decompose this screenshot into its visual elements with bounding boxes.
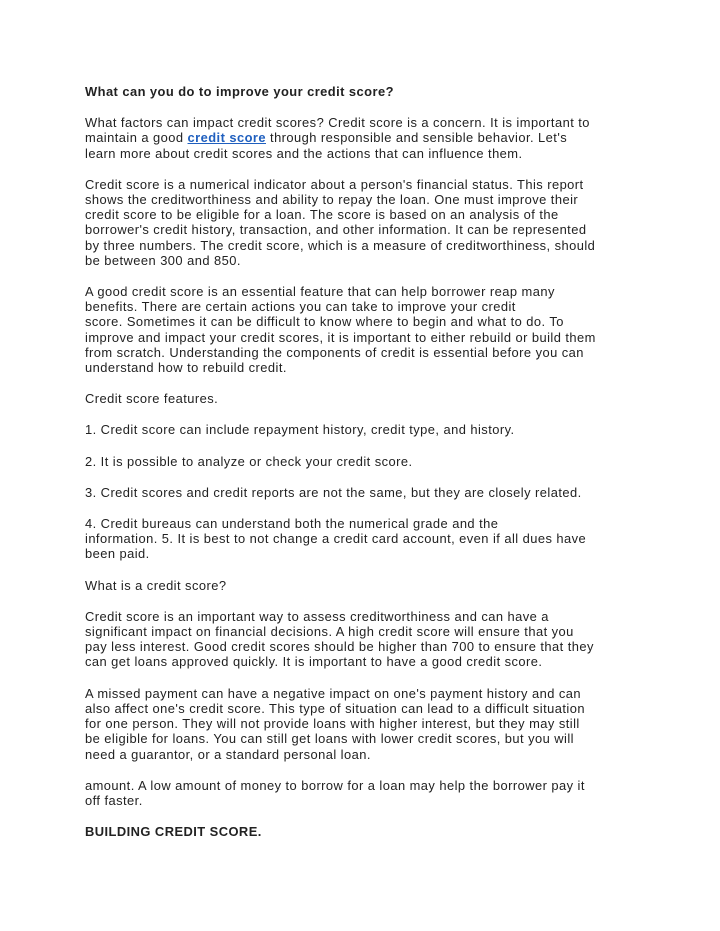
- feature-item-4: [85, 516, 645, 562]
- credit-score-link[interactable]: credit score: [187, 130, 266, 146]
- definition-paragraph: [85, 177, 645, 268]
- paragraph-line: score. Sometimes it can be difficult to know where to begin and what to do. To: [85, 314, 564, 330]
- paragraph-line: understand how to rebuild credit.: [85, 360, 287, 376]
- paragraph-line: What factors can impact credit scores? Credit score is a concern. It is important to: [85, 115, 590, 131]
- paragraph-line: borrower's credit history, transaction, and other information. It can be represented: [85, 222, 587, 238]
- paragraph-line: Credit score is an important way to assess creditworthiness and can have a: [85, 608, 549, 624]
- paragraph-line: 2. It is possible to analyze or check your credit score.: [85, 453, 413, 469]
- paragraph-line: by three numbers. The credit score, which is a measure of creditworthiness, should: [85, 237, 596, 253]
- paragraph-line: pay less interest. Good credit scores should be higher than 700 to ensure that they: [85, 639, 594, 655]
- paragraph-line: What is a credit score?: [85, 577, 227, 593]
- paragraph-line: 4. Credit bureaus can understand both the numerical grade and the: [85, 516, 499, 532]
- paragraph-line: been paid.: [85, 546, 150, 562]
- paragraph-line: off faster.: [85, 792, 143, 808]
- paragraph-line: also affect one's credit score. This type of situation can lead to a difficult situation: [85, 700, 585, 716]
- heading-text: BUILDING CREDIT SCORE.: [85, 824, 262, 840]
- paragraph-line: A good credit score is an essential feature that can help borrower reap many: [85, 284, 555, 300]
- paragraph-line: amount. A low amount of money to borrow for a loan may help the borrower pay it: [85, 777, 585, 793]
- paragraph-line: 3. Credit scores and credit reports are not the same, but they are closely related.: [85, 484, 582, 500]
- paragraph-line: significant impact on financial decisions. A high credit score will ensure that you: [85, 624, 574, 640]
- paragraph-line: 1. Credit score can include repayment history, credit type, and history.: [85, 422, 515, 438]
- page-heading: [85, 84, 645, 99]
- feature-item-1: [85, 422, 645, 437]
- paragraph-line: for one person. They will not provide loans with higher interest, but they may still: [85, 716, 580, 732]
- paragraph-line: information. 5. It is best to not change a credit card account, even if all dues have: [85, 531, 587, 547]
- paragraph-line: be between 300 and 850.: [85, 252, 241, 268]
- paragraph-line: Credit score features.: [85, 391, 219, 407]
- paragraph-line: learn more about credit scores and the actions that can influence them.: [85, 145, 523, 161]
- paragraph-line: improve and impact your credit scores, it is important to either rebuild or build them: [85, 329, 596, 345]
- text-span: through responsible and sensible behavior. Let's: [266, 130, 568, 146]
- amount-paragraph: [85, 778, 645, 808]
- paragraph-line: A missed payment can have a negative impact on one's payment history and can: [85, 685, 581, 701]
- paragraph-line: benefits. There are certain actions you can take to improve your credit: [85, 299, 516, 315]
- benefits-paragraph: [85, 284, 645, 375]
- paragraph-line: be eligible for loans. You can still get loans with lower credit scores, but you will: [85, 731, 574, 747]
- paragraph-line: can get loans approved quickly. It is important to have a good credit score.: [85, 654, 543, 670]
- text-span: maintain a good: [85, 130, 188, 146]
- paragraph-line: Credit score is a numerical indicator about a person's financial status. This report: [85, 176, 584, 192]
- document-page: [85, 84, 645, 855]
- feature-item-2: [85, 454, 645, 469]
- paragraph-line: credit score to be eligible for a loan. The score is based on an analysis of the: [85, 207, 559, 223]
- paragraph-line: shows the creditworthiness and ability to repay the loan. One must improve their: [85, 192, 579, 208]
- features-heading: [85, 391, 645, 406]
- missed-payment-paragraph: [85, 686, 645, 762]
- paragraph-line: from scratch. Understanding the components of credit is essential before you can: [85, 344, 584, 360]
- paragraph-line-with-link: [85, 130, 645, 145]
- building-credit-heading: [85, 824, 645, 839]
- heading-text: What can you do to improve your credit score?: [85, 84, 394, 99]
- what-is-heading: [85, 578, 645, 593]
- assessment-paragraph: [85, 609, 645, 670]
- paragraph-line: need a guarantor, or a standard personal loan.: [85, 746, 371, 762]
- intro-paragraph: [85, 115, 645, 161]
- feature-item-3: [85, 485, 645, 500]
